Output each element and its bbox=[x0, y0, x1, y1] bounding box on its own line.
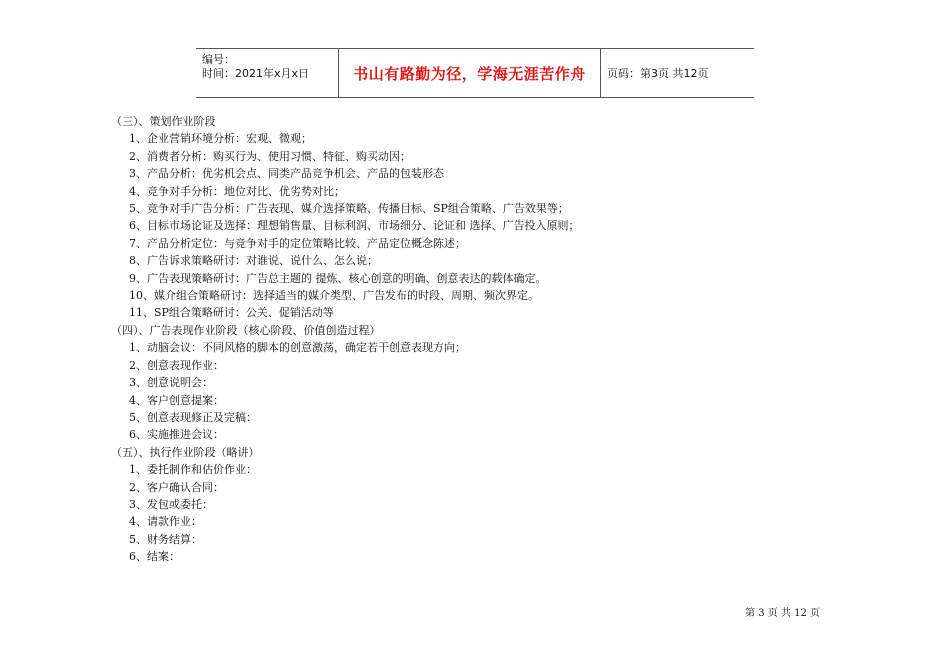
document-body bbox=[111, 113, 751, 566]
header-page-label: 页码：第3页 共12页 bbox=[607, 67, 709, 80]
number-label: 编号： bbox=[202, 53, 235, 66]
list-item: 5、创意表现修正及完稿： bbox=[129, 410, 257, 424]
list-item: 10、媒介组合策略研讨：选择适当的媒介类型、广告发布的时段、周期、频次界定。 bbox=[129, 289, 539, 303]
list-item: 7、产品分析定位：与竞争对手的定位策略比较、产品定位概念陈述； bbox=[129, 236, 466, 250]
list-item: 1、委托制作和估价作业： bbox=[129, 463, 257, 477]
page-footer: 第 3 页 共 12 页 bbox=[745, 608, 820, 619]
list-item: 2、客户确认合同： bbox=[129, 480, 224, 494]
list-item: 6、结案： bbox=[129, 550, 180, 564]
list-item: 2、创意表现作业： bbox=[129, 358, 224, 372]
header-motto: 书山有路勤为径，学海无涯苦作舟 bbox=[339, 49, 601, 97]
list-item: 3、发包或委托： bbox=[129, 497, 213, 511]
page-header bbox=[196, 48, 754, 98]
list-item: 3、产品分析：优劣机会点、同类产品竞争机会、产品的包装形态 bbox=[129, 167, 444, 181]
list-item: 8、广告诉求策略研讨：对谁说、说什么、怎么说； bbox=[129, 254, 378, 268]
header-meta bbox=[196, 49, 339, 97]
list-item: 4、客户创意提案： bbox=[129, 393, 224, 407]
section-heading: （四）、广告表现作业阶段（核心阶段、价值创造过程） bbox=[111, 323, 381, 337]
list-item: 1、动脑会议：不同风格的脚本的创意激荡，确定若干创意表现方向； bbox=[129, 341, 466, 355]
list-item: 6、目标市场论证及选择：理想销售量、目标利润、市场细分、论证和 选择、广告投入原则； bbox=[129, 219, 580, 233]
list-item: 3、创意说明会： bbox=[129, 376, 213, 390]
section-heading: （五）、执行作业阶段（略讲） bbox=[111, 445, 260, 459]
list-item: 9、广告表现策略研讨：广告总主题的 提炼、核心创意的明确、创意表达的载体确定。 bbox=[129, 271, 547, 285]
time-label: 时间：2021年x月x日 bbox=[202, 67, 310, 80]
list-item: 4、竞争对手分析：地位对比、优劣势对比； bbox=[129, 184, 345, 198]
list-item: 1、企业营销环境分析：宏观、微观； bbox=[129, 132, 312, 146]
list-item: 4、请款作业： bbox=[129, 515, 202, 529]
list-item: 2、消费者分析：购买行为、使用习惯、特征、购买动因； bbox=[129, 149, 411, 163]
list-item: 5、财务结算： bbox=[129, 532, 202, 546]
list-item: 11、SP组合策略研讨：公关、促销活动等 bbox=[129, 306, 334, 320]
list-item: 5、竞争对手广告分析：广告表现、媒介选择策略、传播目标、SP组合策略、广告效果等； bbox=[129, 202, 569, 216]
section-heading: （三）、策划作业阶段 bbox=[111, 115, 216, 128]
list-item: 6、实施推进会议： bbox=[129, 428, 224, 442]
